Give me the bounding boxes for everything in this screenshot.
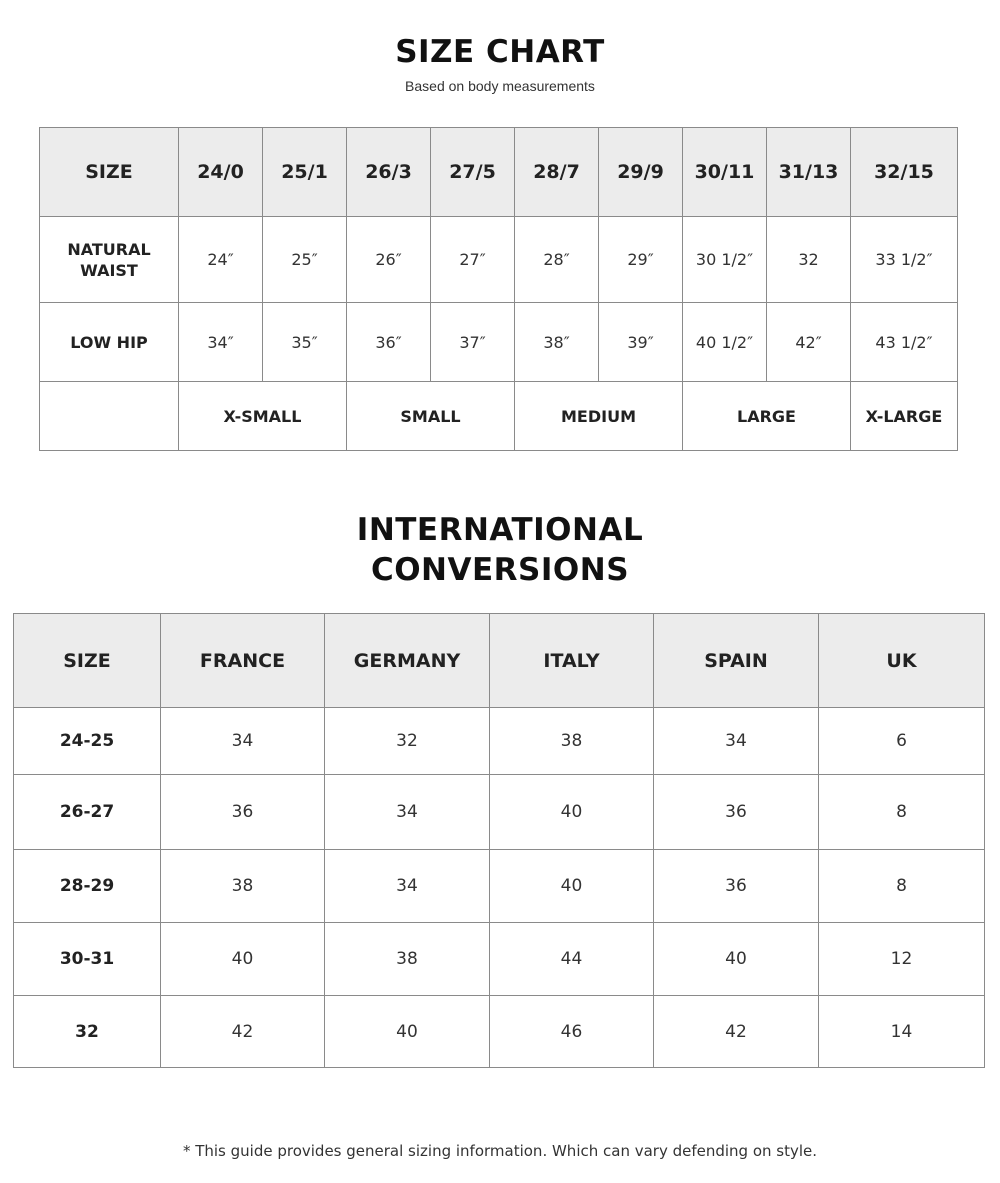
header-size-28-7: 28/7 xyxy=(515,128,599,217)
table-cell: 46 xyxy=(490,996,654,1068)
size-chart-subtitle: Based on body measurements xyxy=(405,78,595,94)
table-cell: 36″ xyxy=(347,303,431,382)
international-conversions-table xyxy=(13,613,985,1068)
table-cell: 40 xyxy=(161,923,325,996)
table-row xyxy=(14,923,985,996)
row-size-label: 24-25 xyxy=(14,708,161,775)
header-uk: UK xyxy=(819,614,985,708)
size-group-row xyxy=(40,382,958,451)
table-cell: 40 xyxy=(490,775,654,850)
header-size: SIZE xyxy=(40,128,179,217)
table-cell: 30 1/2″ xyxy=(683,217,767,303)
table-cell: 42 xyxy=(654,996,819,1068)
table-cell: 6 xyxy=(819,708,985,775)
header-size-27-5: 27/5 xyxy=(431,128,515,217)
header-size-24-0: 24/0 xyxy=(179,128,263,217)
table-cell: 38 xyxy=(490,708,654,775)
group-x-small: X-SMALL xyxy=(179,382,347,451)
table-cell: 14 xyxy=(819,996,985,1068)
table-cell: 34 xyxy=(325,850,490,923)
header-italy: ITALY xyxy=(490,614,654,708)
table-cell: 34″ xyxy=(179,303,263,382)
low-hip-label: LOW HIP xyxy=(40,303,179,382)
size-chart-title: SIZE CHART xyxy=(395,34,605,70)
international-conversions-title xyxy=(0,510,1000,590)
group-large: LARGE xyxy=(683,382,851,451)
natural-waist-label-line1: NATURAL xyxy=(67,239,151,259)
table-row xyxy=(14,775,985,850)
header-size: SIZE xyxy=(14,614,161,708)
table-cell: 40 xyxy=(490,850,654,923)
size-group-empty-cell xyxy=(40,382,179,451)
table-cell: 32 xyxy=(325,708,490,775)
table-cell: 38 xyxy=(325,923,490,996)
size-chart-header-row xyxy=(40,128,958,217)
table-cell: 42″ xyxy=(767,303,851,382)
header-france: FRANCE xyxy=(161,614,325,708)
header-spain: SPAIN xyxy=(654,614,819,708)
table-cell: 43 1/2″ xyxy=(851,303,958,382)
table-row xyxy=(14,850,985,923)
table-cell: 37″ xyxy=(431,303,515,382)
row-size-label: 30-31 xyxy=(14,923,161,996)
table-cell: 34 xyxy=(654,708,819,775)
table-row xyxy=(14,996,985,1068)
header-size-31-13: 31/13 xyxy=(767,128,851,217)
table-cell: 39″ xyxy=(599,303,683,382)
table-cell: 42 xyxy=(161,996,325,1068)
group-x-large: X-LARGE xyxy=(851,382,958,451)
header-size-30-11: 30/11 xyxy=(683,128,767,217)
table-cell: 34 xyxy=(325,775,490,850)
international-title-line2: CONVERSIONS xyxy=(370,552,630,588)
table-cell: 24″ xyxy=(179,217,263,303)
table-cell: 40 xyxy=(325,996,490,1068)
table-cell: 40 1/2″ xyxy=(683,303,767,382)
table-row xyxy=(14,708,985,775)
table-cell: 38″ xyxy=(515,303,599,382)
table-cell: 44 xyxy=(490,923,654,996)
natural-waist-label xyxy=(40,217,179,303)
table-cell: 34 xyxy=(161,708,325,775)
table-cell: 8 xyxy=(819,850,985,923)
table-cell: 26″ xyxy=(347,217,431,303)
sizing-footnote: * This guide provides general sizing information. Which can vary defending on style. xyxy=(182,1142,818,1160)
table-cell: 38 xyxy=(161,850,325,923)
table-cell: 40 xyxy=(654,923,819,996)
row-size-label: 28-29 xyxy=(14,850,161,923)
size-chart-table xyxy=(39,127,958,451)
table-cell: 36 xyxy=(654,775,819,850)
table-cell: 35″ xyxy=(263,303,347,382)
natural-waist-label-line2: WAIST xyxy=(80,260,138,280)
header-size-26-3: 26/3 xyxy=(347,128,431,217)
table-cell: 36 xyxy=(161,775,325,850)
table-cell: 36 xyxy=(654,850,819,923)
low-hip-row xyxy=(40,303,958,382)
group-medium: MEDIUM xyxy=(515,382,683,451)
group-small: SMALL xyxy=(347,382,515,451)
header-size-25-1: 25/1 xyxy=(263,128,347,217)
international-header-row xyxy=(14,614,985,708)
table-cell: 28″ xyxy=(515,217,599,303)
international-title-line1: INTERNATIONAL xyxy=(356,512,644,548)
table-cell: 25″ xyxy=(263,217,347,303)
table-cell: 29″ xyxy=(599,217,683,303)
natural-waist-row xyxy=(40,217,958,303)
table-cell: 27″ xyxy=(431,217,515,303)
row-size-label: 26-27 xyxy=(14,775,161,850)
header-size-32-15: 32/15 xyxy=(851,128,958,217)
table-cell: 8 xyxy=(819,775,985,850)
header-germany: GERMANY xyxy=(325,614,490,708)
table-cell: 32 xyxy=(767,217,851,303)
header-size-29-9: 29/9 xyxy=(599,128,683,217)
table-cell: 12 xyxy=(819,923,985,996)
row-size-label: 32 xyxy=(14,996,161,1068)
table-cell: 33 1/2″ xyxy=(851,217,958,303)
